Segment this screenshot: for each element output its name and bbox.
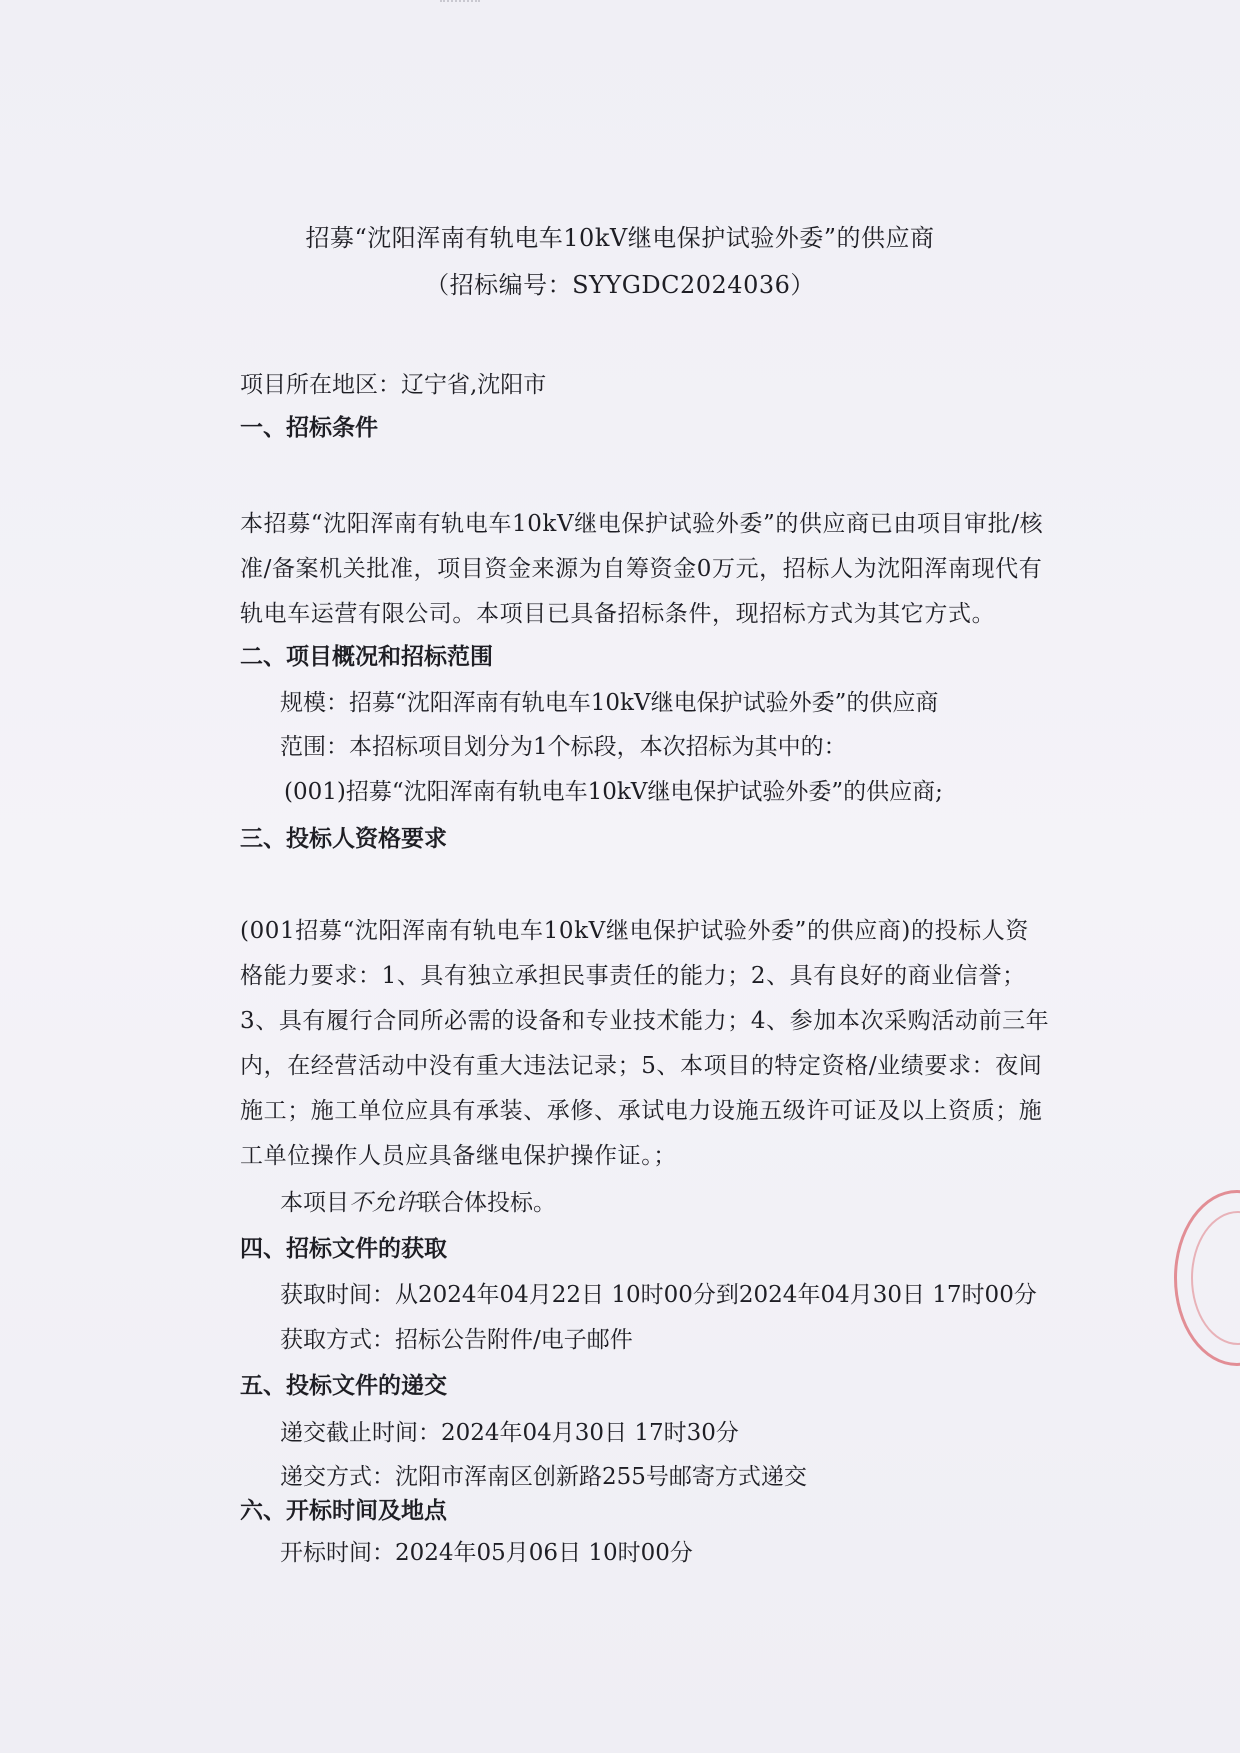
company-seal	[1174, 1190, 1240, 1366]
section4-time: 获取时间：从2024年04月22日 10时00分到2024年04月30日 17时00分	[280, 1282, 1037, 1308]
seal-inner-ring	[1191, 1211, 1240, 1345]
section2-lot: (001)招募“沈阳浑南有轨电车10kV继电保护试验外委”的供应商;	[284, 779, 943, 805]
section1-heading: 一、招标条件	[240, 414, 378, 441]
section2-heading: 二、项目概况和招标范围	[240, 643, 493, 670]
section4-method: 获取方式：招标公告附件/电子邮件	[280, 1327, 633, 1353]
tender-code: （招标编号：SYYGDC2024036）	[425, 271, 815, 299]
document-title: 招募“沈阳浑南有轨电车10kV继电保护试验外委”的供应商	[305, 224, 935, 252]
consortium-line	[280, 1188, 1110, 1218]
consortium-value: 不允许	[349, 1190, 418, 1216]
section5-method: 递交方式：沈阳市浑南区创新路255号邮寄方式递交	[280, 1464, 807, 1490]
consortium-prefix: 本项目	[280, 1190, 349, 1216]
consortium-suffix: 联合体投标。	[418, 1190, 556, 1216]
section3-heading: 三、投标人资格要求	[240, 825, 447, 852]
section5-heading: 五、投标文件的递交	[240, 1372, 447, 1399]
section4-heading: 四、招标文件的获取	[240, 1235, 447, 1262]
section6-time: 开标时间：2024年05月06日 10时00分	[280, 1540, 693, 1566]
section1-body: 本招募“沈阳浑南有轨电车10kV继电保护试验外委”的供应商已由项目审批/核准/备案机关批准，项目资金来源为自筹资金0万元，招标人为沈阳浑南现代有轨电车运营有限公司。本项目已具备招标条件，现招标方式为其它方式。	[240, 511, 1044, 627]
scan-artifact	[440, 0, 480, 10]
section2-scale: 规模：招募“沈阳浑南有轨电车10kV继电保护试验外委”的供应商	[280, 690, 939, 716]
project-location: 项目所在地区：辽宁省,沈阳市	[240, 372, 547, 398]
section5-deadline: 递交截止时间：2024年04月30日 17时30分	[280, 1420, 739, 1446]
section3-body: (001招募“沈阳浑南有轨电车10kV继电保护试验外委”的供应商)的投标人资格能力要求：1、具有独立承担民事责任的能力；2、具有良好的商业信誉；3、具有履行合同所必需的设备和专业技术能力；4、参加本次采购活动前三年内，在经营活动中没有重大违法记录；5、本项目的特定资格/业绩要求：夜间施工；施工单位应具有承装、承修、承试电力设施五级许可证及以上资质；施工单位操作人员应具备继电保护操作证。；	[240, 918, 1050, 1169]
section6-heading: 六、开标时间及地点	[240, 1497, 447, 1524]
section2-range: 范围：本招标项目划分为1个标段，本次招标为其中的：	[280, 734, 847, 760]
